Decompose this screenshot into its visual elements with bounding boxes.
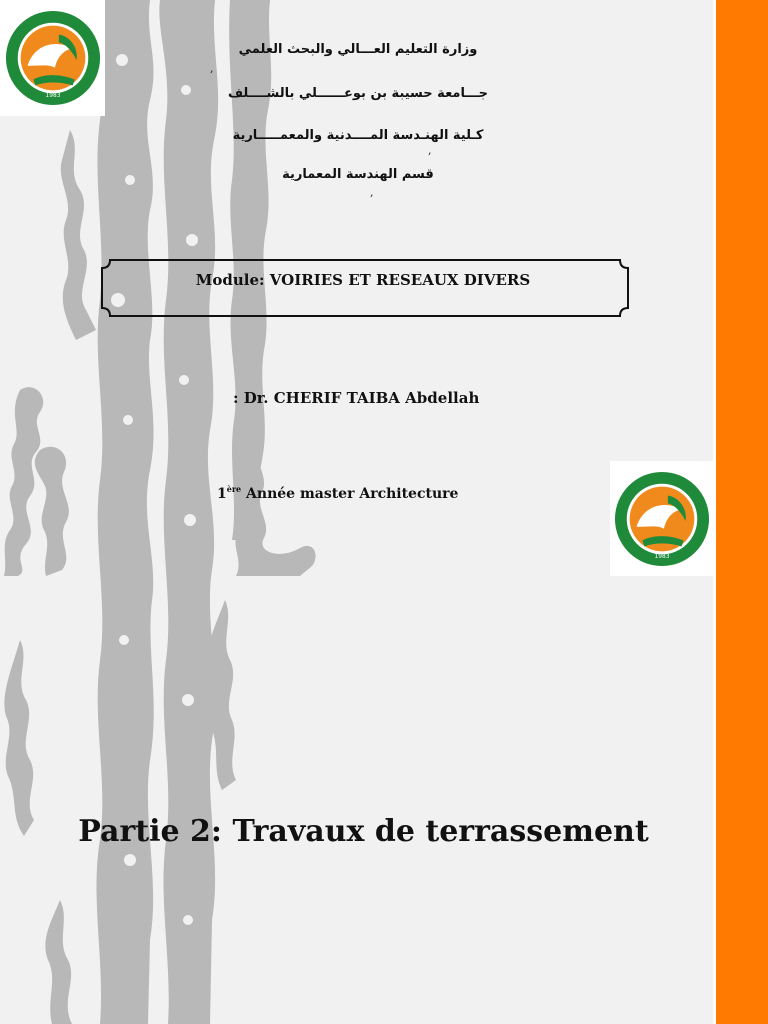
orange-side-band [716, 0, 768, 1024]
comma-mark: , [370, 186, 374, 199]
author-line: : Dr. CHERIF TAIBA Abdellah [233, 389, 480, 407]
svg-text:1983: 1983 [654, 553, 670, 560]
university-logo-right [610, 461, 714, 576]
svg-text:1983: 1983 [45, 93, 60, 100]
level-line [217, 486, 458, 502]
department-heading: قسم الهندسة المعمارية [282, 167, 434, 182]
level-number: 1 [217, 486, 227, 502]
university-seal-icon [613, 470, 711, 568]
ministry-heading: وزارة التعليم العـــالي والبحث العلمي [238, 42, 478, 57]
level-superscript: ère [226, 484, 242, 494]
document-title: Partie 2: Travaux de terrassement [78, 814, 649, 849]
faculty-heading: كـلية الهنـدسة المــــدنية والمعمـــــارية [232, 128, 484, 143]
decorative-texture [0, 0, 330, 1024]
comma-mark: , [210, 62, 214, 75]
comma-mark: , [428, 144, 432, 157]
university-heading: جـــامعة حسيبة بن بوعــــــلي بالشــــلف [227, 86, 489, 101]
module-title: Module: VOIRIES ET RESEAUX DIVERS [195, 271, 531, 289]
module-frame [100, 258, 630, 320]
level-label: Année master Architecture [241, 486, 459, 502]
